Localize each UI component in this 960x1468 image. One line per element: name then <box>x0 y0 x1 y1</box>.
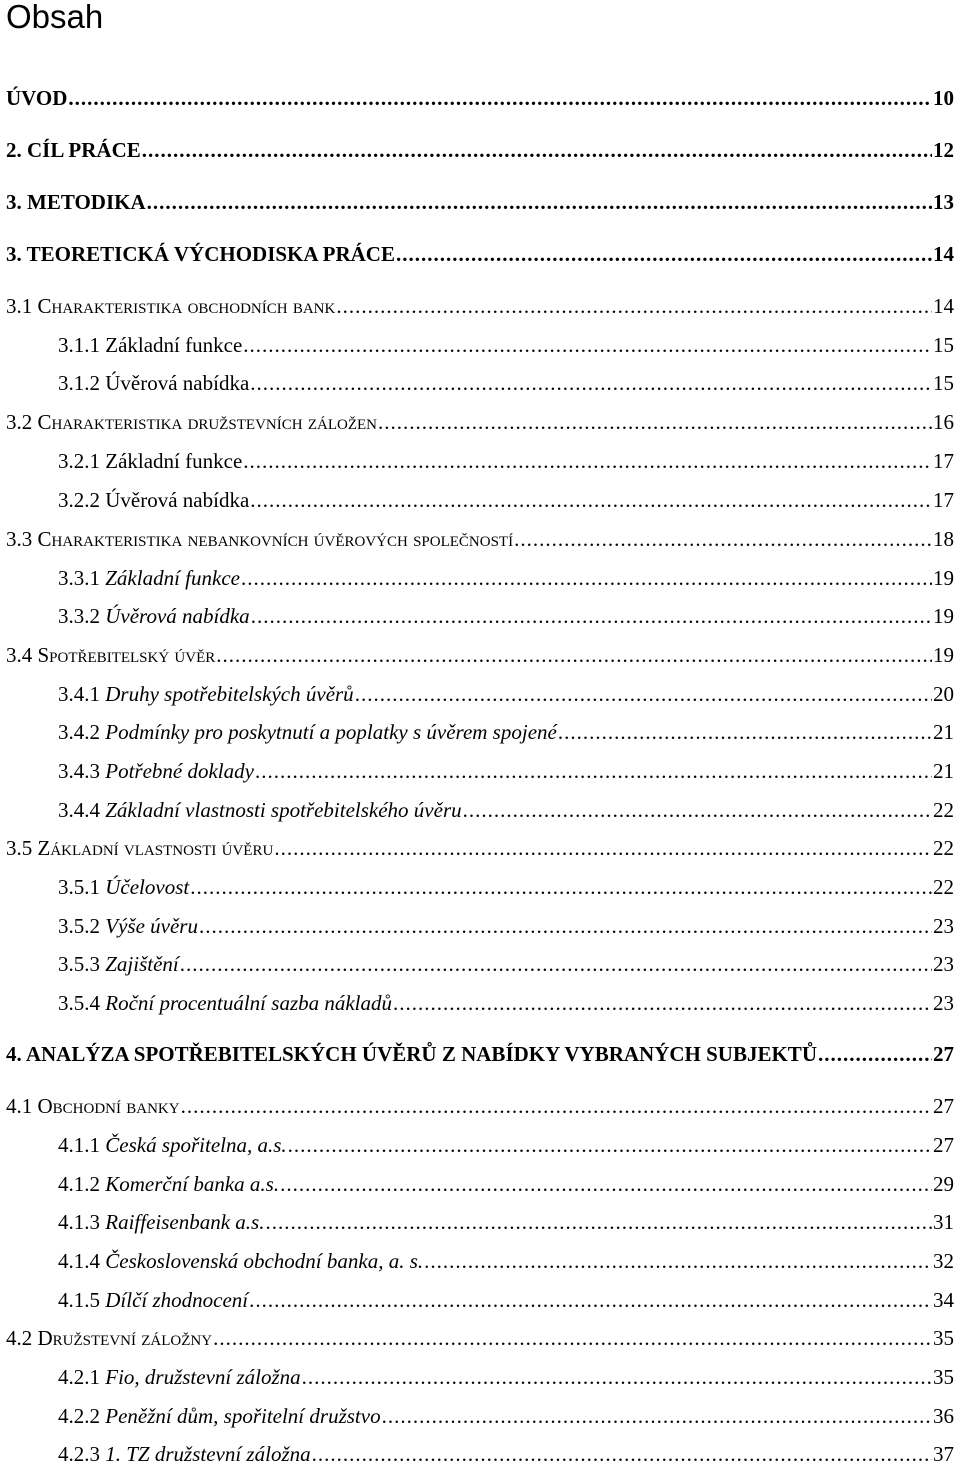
toc-entry-label <box>6 529 513 550</box>
toc-entry[interactable] <box>58 877 954 900</box>
toc-entry-title: Potřebné doklady <box>105 759 254 783</box>
toc-entry-number: 3. <box>6 190 22 214</box>
toc-dot-leader <box>396 244 932 267</box>
toc-dot-leader <box>243 451 932 474</box>
toc-entry-number: 2. <box>6 138 22 162</box>
toc-entry[interactable] <box>58 800 954 823</box>
toc-entry-label <box>58 916 198 937</box>
toc-entry-number: 4.1.2 <box>58 1172 100 1196</box>
toc-entry-number: 3.5.4 <box>58 991 100 1015</box>
toc-entry-label <box>6 192 146 213</box>
toc-entry-label <box>58 1444 311 1465</box>
toc-page-number: 14 <box>933 294 954 318</box>
toc-page-number: 19 <box>933 604 954 628</box>
page-title: Obsah <box>6 0 104 35</box>
toc-page-number: 18 <box>933 527 954 551</box>
toc-entry[interactable] <box>58 761 954 784</box>
toc-entry-title: Účelovost <box>105 875 190 899</box>
toc-entry-title: ANALÝZA SPOTŘEBITELSKÝCH ÚVĚRŮ Z NABÍDKY VYBRANÝCH SUBJEKTŮ <box>25 1042 817 1066</box>
toc-dot-leader <box>280 1174 932 1197</box>
toc-entry-label <box>6 1096 180 1117</box>
toc-entry-number: 4.2.2 <box>58 1404 100 1428</box>
toc-dot-leader <box>251 606 932 629</box>
toc-entry-label <box>58 954 179 975</box>
toc-dot-leader <box>424 1251 932 1274</box>
toc-page-number: 32 <box>933 1249 954 1273</box>
toc-dot-leader <box>355 684 932 707</box>
toc-entry-label <box>58 722 557 743</box>
toc-dot-leader <box>336 296 932 319</box>
toc-entry-number: 3.3.1 <box>58 566 100 590</box>
toc-page-number: 17 <box>933 488 954 512</box>
toc-entry-label <box>6 88 67 109</box>
toc-entry[interactable] <box>58 490 954 513</box>
toc-entry[interactable] <box>6 412 954 435</box>
toc-entry-label <box>58 373 249 394</box>
toc-entry-label <box>58 335 242 356</box>
toc-entry-number: 3.5.1 <box>58 875 100 899</box>
toc-page-number: 19 <box>933 643 954 667</box>
toc-entry[interactable] <box>58 451 954 474</box>
toc-entry[interactable] <box>58 1406 954 1429</box>
toc-entry-title: Dílčí zhodnocení <box>105 1288 249 1312</box>
toc-entry-title: Peněžní dům, spořitelní družstvo <box>105 1404 381 1428</box>
toc-entry[interactable] <box>6 192 954 215</box>
toc-entry-title: ÚVOD <box>6 86 68 110</box>
toc-entry-title: Úvěrová nabídka <box>105 604 250 628</box>
toc-entry[interactable] <box>6 1044 954 1067</box>
toc-dot-leader <box>818 1044 932 1067</box>
toc-entry-number: 3.2.1 <box>58 449 100 473</box>
toc-page-number: 27 <box>933 1042 954 1066</box>
toc-entry[interactable] <box>58 568 954 591</box>
toc-page-number: 22 <box>933 836 954 860</box>
toc-entry-title: Roční procentuální sazba nákladů <box>105 991 393 1015</box>
toc-dot-leader <box>255 761 932 784</box>
toc-entry-label <box>58 606 250 627</box>
toc-dot-leader <box>190 877 932 900</box>
toc-entry-number: 3.4.4 <box>58 798 100 822</box>
toc-entry-title: Základní funkce <box>105 449 243 473</box>
toc-entry-label <box>58 1135 287 1156</box>
toc-dot-leader <box>378 412 932 435</box>
toc-page-number: 23 <box>933 914 954 938</box>
toc-entry-title: Podmínky pro poskytnutí a poplatky s úvěrem spojené <box>105 720 557 744</box>
toc-page-number: 31 <box>933 1210 954 1234</box>
toc-entry-title: Základní funkce <box>105 566 240 590</box>
toc-page-number: 12 <box>933 138 954 162</box>
toc-entry-title: Výše úvěru <box>105 914 198 938</box>
toc-entry-number: 3.5.3 <box>58 952 100 976</box>
toc-dot-leader <box>274 838 932 861</box>
toc-entry-label <box>6 412 377 433</box>
toc-entry[interactable] <box>58 1212 954 1235</box>
toc-entry[interactable] <box>58 606 954 629</box>
toc-entry-label <box>6 838 273 859</box>
toc-entry[interactable] <box>58 373 954 396</box>
toc-entry-number: 4.2 <box>6 1326 33 1350</box>
toc-entry[interactable] <box>6 88 954 111</box>
toc-entry-title: CÍL PRÁCE <box>27 138 141 162</box>
toc-entry-number: 4.1.4 <box>58 1249 100 1273</box>
toc-entry-title: Obchodní banky <box>37 1094 180 1118</box>
toc-entry[interactable] <box>58 335 954 358</box>
toc-entry-label <box>58 761 254 782</box>
toc-entry-title: Základní vlastnosti spotřebitelského úvěru <box>105 798 462 822</box>
toc-entry-label <box>6 296 335 317</box>
toc-entry-number: 3.4.2 <box>58 720 100 744</box>
toc-entry-number: 3.4.3 <box>58 759 100 783</box>
toc-entry-title: Druhy spotřebitelských úvěrů <box>105 682 354 706</box>
toc-entry-number: 3.5.2 <box>58 914 100 938</box>
toc-page-number: 23 <box>933 991 954 1015</box>
toc-entry[interactable] <box>6 1328 954 1351</box>
toc-entry-title: Základní vlastnosti úvěru <box>37 836 274 860</box>
toc-entry-number: 4.2.3 <box>58 1442 100 1466</box>
toc-page-number: 35 <box>933 1326 954 1350</box>
toc-dot-leader <box>302 1367 932 1390</box>
toc-entry-title: Družstevní záložny <box>37 1326 213 1350</box>
toc-entry-title: Spotřebitelský úvěr <box>37 643 216 667</box>
toc-entry[interactable] <box>6 838 954 861</box>
toc-page-number: 16 <box>933 410 954 434</box>
toc-dot-leader <box>199 916 932 939</box>
toc-dot-leader <box>68 88 932 111</box>
toc-dot-leader <box>312 1444 932 1467</box>
toc-entry-title: Komerční banka a.s. <box>105 1172 280 1196</box>
toc-entry-label <box>58 800 462 821</box>
toc-page-number: 20 <box>933 682 954 706</box>
toc-entry-title: TEORETICKÁ VÝCHODISKA PRÁCE <box>26 242 395 266</box>
toc-dot-leader <box>514 529 932 552</box>
toc-dot-leader <box>213 1328 932 1351</box>
toc-entry-label <box>58 1251 423 1272</box>
toc-entry[interactable] <box>6 140 954 163</box>
toc-entry[interactable] <box>6 529 954 552</box>
toc-entry-label <box>58 568 240 589</box>
toc-page-number: 37 <box>933 1442 954 1466</box>
toc-entry-label <box>6 1044 817 1065</box>
toc-entry[interactable] <box>58 684 954 707</box>
toc-entry-number: 3.4.1 <box>58 682 100 706</box>
toc-entry-label <box>58 684 354 705</box>
toc-entry-label <box>6 244 395 265</box>
toc-entry-title: Úvěrová nabídka <box>105 488 250 512</box>
toc-page-number: 15 <box>933 371 954 395</box>
toc-dot-leader <box>181 1096 932 1119</box>
toc-dot-leader <box>250 373 932 396</box>
toc-entry[interactable] <box>58 954 954 977</box>
toc-entry-number: 3.1.2 <box>58 371 100 395</box>
toc-entry-title: Základní funkce <box>105 333 243 357</box>
toc-entry[interactable] <box>58 993 954 1016</box>
toc-entry-title: Charakteristika družstevních záložen <box>37 410 377 434</box>
toc-page-number: 36 <box>933 1404 954 1428</box>
toc-dot-leader <box>250 490 932 513</box>
toc-page-number: 29 <box>933 1172 954 1196</box>
toc-entry[interactable] <box>58 1174 954 1197</box>
toc-entry[interactable] <box>58 1367 954 1390</box>
toc-page-number: 27 <box>933 1133 954 1157</box>
toc-entry-title: Česká spořitelna, a.s. <box>105 1133 287 1157</box>
toc-entry-number: 3.3 <box>6 527 33 551</box>
toc-entry-number: 4.2.1 <box>58 1365 100 1389</box>
toc-entry-label <box>58 490 249 511</box>
toc-entry[interactable] <box>58 1444 954 1467</box>
toc-dot-leader <box>393 993 932 1016</box>
toc-page-number: 27 <box>933 1094 954 1118</box>
toc-entry-number: 3.4 <box>6 643 33 667</box>
toc-entry-number: 3.1.1 <box>58 333 100 357</box>
toc-page-number: 22 <box>933 798 954 822</box>
toc-entry-number: 3.5 <box>6 836 33 860</box>
toc-page-number: 21 <box>933 759 954 783</box>
toc-dot-leader <box>249 1290 932 1313</box>
toc-entry-number: 4. <box>6 1042 22 1066</box>
toc-dot-leader <box>382 1406 932 1429</box>
toc-entry-title: Československá obchodní banka, a. s. <box>105 1249 424 1273</box>
toc-entry-number: 3.2.2 <box>58 488 100 512</box>
toc-dot-leader <box>265 1212 932 1235</box>
toc-entry[interactable] <box>58 1251 954 1274</box>
toc-entry[interactable] <box>6 296 954 319</box>
toc-entry-title: Fio, družstevní záložna <box>105 1365 301 1389</box>
toc-entry-title: Charakteristika obchodních bank <box>37 294 336 318</box>
toc-dot-leader <box>216 645 932 668</box>
toc-entry-label <box>58 1174 279 1195</box>
toc-entry-number: 4.1 <box>6 1094 33 1118</box>
toc-entry-title: Charakteristika nebankovních úvěrových společností <box>37 527 514 551</box>
toc-page-number: 19 <box>933 566 954 590</box>
toc-page-number: 23 <box>933 952 954 976</box>
toc-entry-number: 3.1 <box>6 294 33 318</box>
toc-entry-title: Raiffeisenbank a.s. <box>105 1210 265 1234</box>
toc-page-number: 34 <box>933 1288 954 1312</box>
toc-dot-leader <box>147 192 932 215</box>
toc-entry-title: Zajištění <box>105 952 179 976</box>
toc-dot-leader <box>241 568 932 591</box>
toc-entry-title: Úvěrová nabídka <box>105 371 250 395</box>
toc-entry-label <box>58 1406 381 1427</box>
toc-page-number: 10 <box>933 86 954 110</box>
toc-entry-number: 4.1.5 <box>58 1288 100 1312</box>
toc-dot-leader <box>463 800 932 823</box>
toc-entry-label <box>58 993 392 1014</box>
toc-dot-leader <box>243 335 932 358</box>
toc-page-number: 35 <box>933 1365 954 1389</box>
toc-entry-label <box>6 140 141 161</box>
toc-entry-number: 3.2 <box>6 410 33 434</box>
toc-entry-label <box>6 1328 212 1349</box>
toc-entry-label <box>58 877 189 898</box>
toc-entry-label <box>58 1212 264 1233</box>
toc-dot-leader <box>558 722 932 745</box>
toc-page-number: 22 <box>933 875 954 899</box>
toc-entry[interactable] <box>6 244 954 267</box>
toc-entry[interactable] <box>6 645 954 668</box>
toc-entry-number: 4.1.3 <box>58 1210 100 1234</box>
toc-page-number: 17 <box>933 449 954 473</box>
toc-page-number: 15 <box>933 333 954 357</box>
toc-entry-title: 1. TZ družstevní záložna <box>105 1442 311 1466</box>
toc-page-number: 14 <box>933 242 954 266</box>
toc-entry[interactable] <box>58 1135 954 1158</box>
toc-entry[interactable] <box>58 916 954 939</box>
toc-entry-number: 3.3.2 <box>58 604 100 628</box>
toc-dot-leader <box>288 1135 932 1158</box>
toc-entry-title: METODIKA <box>27 190 146 214</box>
toc-entry[interactable] <box>6 1096 954 1119</box>
toc-page-number: 21 <box>933 720 954 744</box>
toc-entry-number: 3. <box>6 242 22 266</box>
toc-entry-label <box>58 451 242 472</box>
toc-page-number: 13 <box>933 190 954 214</box>
toc-entry-label <box>58 1367 301 1388</box>
toc-entry[interactable] <box>58 1290 954 1313</box>
toc-entry[interactable] <box>58 722 954 745</box>
toc-entry-label <box>58 1290 248 1311</box>
toc-dot-leader <box>180 954 932 977</box>
toc-entry-label <box>6 645 215 666</box>
toc-entry-number: 4.1.1 <box>58 1133 100 1157</box>
toc-dot-leader <box>142 140 932 163</box>
